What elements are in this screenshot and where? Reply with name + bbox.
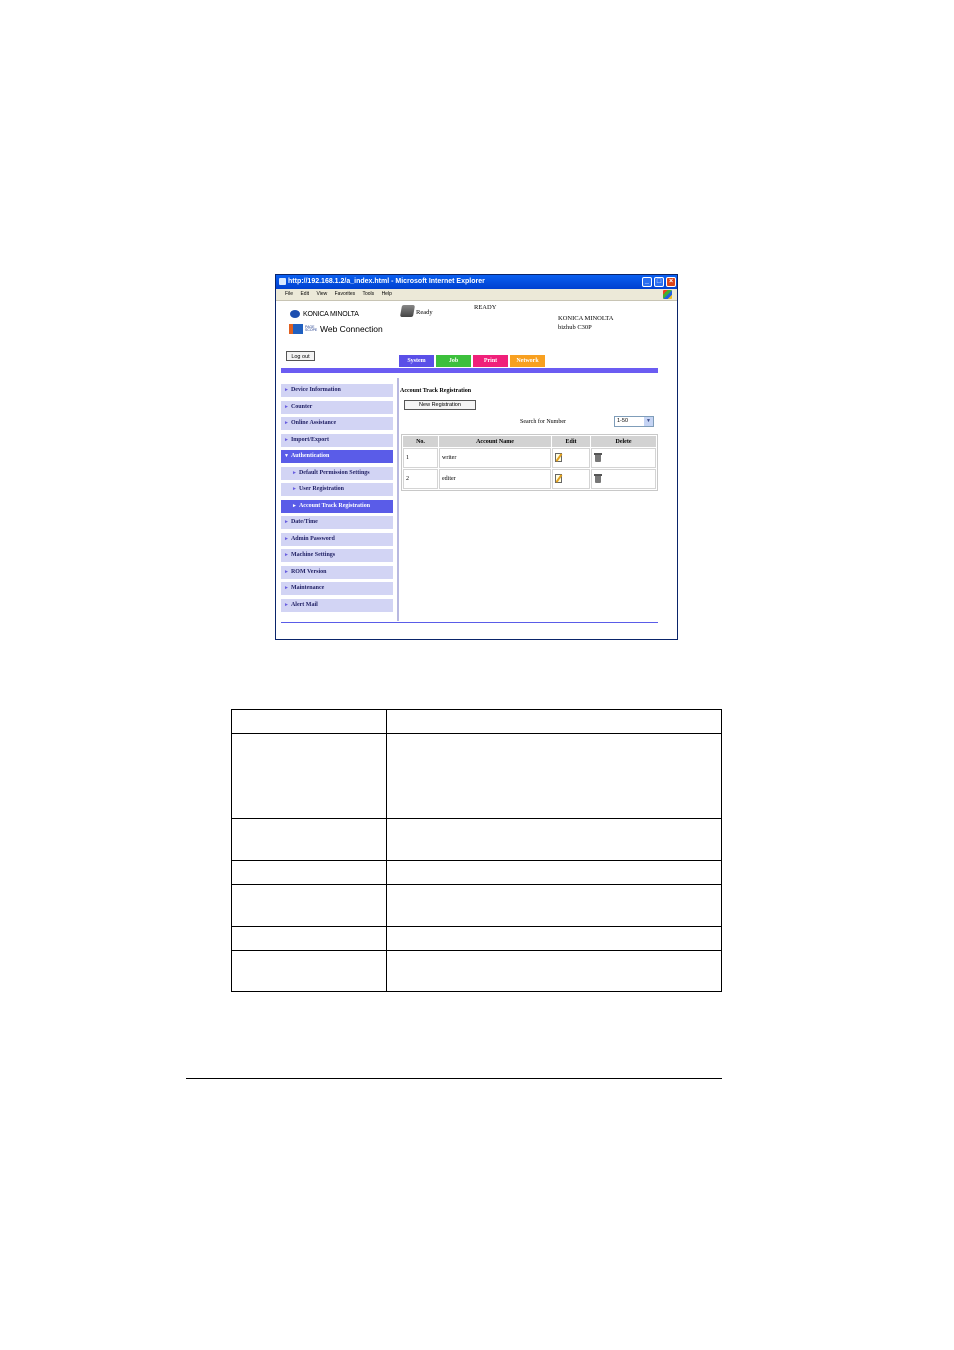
sidebar-item-label: Account Track Registration <box>298 502 371 509</box>
tab-job[interactable]: Job <box>436 355 471 367</box>
triangle-right-icon: ► <box>284 536 289 542</box>
triangle-right-icon: ► <box>284 437 289 443</box>
cell-no: 2 <box>403 469 438 489</box>
status-ready: Ready <box>416 309 433 316</box>
triangle-down-icon: ▼ <box>284 454 289 459</box>
sidebar-item-import-export[interactable] <box>281 434 393 447</box>
page-footer-rule <box>186 1078 722 1079</box>
tab-system[interactable]: System <box>399 355 434 367</box>
logout-button[interactable]: Log out <box>286 351 315 361</box>
search-label: Search for Number <box>520 419 566 425</box>
doc-cell <box>232 951 387 992</box>
minimize-button[interactable]: _ <box>642 277 652 287</box>
cell-no: 1 <box>403 448 438 468</box>
cell-delete <box>591 469 656 489</box>
table-header-row <box>403 436 656 447</box>
menu-view[interactable]: View <box>316 291 328 297</box>
edit-icon[interactable] <box>555 474 562 483</box>
cell-delete <box>591 448 656 468</box>
close-button[interactable]: × <box>666 277 676 287</box>
web-page <box>276 301 677 639</box>
table-row <box>403 448 656 468</box>
footer-divider <box>281 622 658 623</box>
sidebar-item-account-track-registration[interactable] <box>281 500 393 513</box>
sidebar-item-label: Import/Export <box>290 436 329 443</box>
sidebar-item-label: Maintenance <box>290 585 325 591</box>
search-number-select[interactable] <box>614 416 654 427</box>
ie-icon <box>279 278 286 285</box>
cell-account-name: editer <box>439 469 551 489</box>
search-select-value: 1-50 <box>617 418 629 424</box>
sidebar-item-alert-mail[interactable] <box>281 599 393 612</box>
triangle-right-icon: ► <box>292 503 297 509</box>
edit-icon[interactable] <box>555 453 562 462</box>
pagescope-text: PAGE SCOPE <box>305 324 318 332</box>
doc-cell <box>387 710 722 734</box>
cell-edit <box>552 469 590 489</box>
trash-icon[interactable] <box>594 453 602 462</box>
doc-cell <box>232 861 387 885</box>
sidebar-item-authentication[interactable] <box>281 450 393 463</box>
maximize-button[interactable]: □ <box>654 277 664 287</box>
doc-cell <box>232 927 387 951</box>
sidebar-item-machine-settings[interactable] <box>281 549 393 562</box>
sidebar-item-label: Default Permission Settings <box>298 469 370 476</box>
sidebar-item-online-assistance[interactable] <box>281 417 393 430</box>
doc-table-row <box>232 819 722 861</box>
cell-edit <box>552 448 590 468</box>
doc-cell <box>232 885 387 927</box>
doc-cell <box>387 819 722 861</box>
doc-cell <box>387 861 722 885</box>
doc-cell <box>387 927 722 951</box>
brand-logo-text: KONICA MINOLTA <box>303 310 359 318</box>
menu-help[interactable]: Help <box>381 291 392 297</box>
column-header-account-name: Account Name <box>439 436 551 447</box>
page-title: Account Track Registration <box>400 388 472 394</box>
column-header-no: No. <box>403 436 438 447</box>
sidebar-item-label: Authentication <box>290 453 330 459</box>
konica-globe-icon <box>290 310 300 318</box>
tab-print[interactable]: Print <box>473 355 508 367</box>
device-model: bizhub C30P <box>558 324 592 331</box>
sidebar-item-label: Admin Password <box>290 535 335 542</box>
window-title: http://192.168.1.2/a_index.html - Microsoft Internet Explorer <box>288 278 485 285</box>
sidebar-item-label: Device Information <box>290 387 341 393</box>
tab-network[interactable]: Network <box>510 355 545 367</box>
trash-icon[interactable] <box>594 474 602 483</box>
triangle-right-icon: ► <box>284 569 289 575</box>
chevron-down-icon[interactable]: ▼ <box>644 417 653 426</box>
triangle-right-icon: ► <box>284 586 289 591</box>
column-header-delete: Delete <box>591 436 656 447</box>
browser-window <box>275 274 678 640</box>
sidebar-item-label: Counter <box>290 403 313 410</box>
sidebar-item-label: User Registration <box>298 486 344 492</box>
sidebar-item-user-registration[interactable] <box>281 483 393 496</box>
doc-table-row <box>232 927 722 951</box>
status-display: READY <box>474 304 497 311</box>
doc-cell <box>387 734 722 819</box>
menu-tools[interactable]: Tools <box>362 291 375 297</box>
menu-file[interactable]: File <box>285 291 294 297</box>
doc-cell <box>232 710 387 734</box>
new-registration-button[interactable]: New Registration <box>404 400 476 410</box>
triangle-right-icon: ► <box>292 487 297 492</box>
windows-logo-icon <box>663 290 672 299</box>
device-brand: KONICA MINOLTA <box>558 315 614 322</box>
column-header-edit: Edit <box>552 436 590 447</box>
doc-table-row <box>232 885 722 927</box>
triangle-right-icon: ► <box>284 520 289 525</box>
doc-table-row <box>232 951 722 992</box>
konica-minolta-logo <box>290 309 359 319</box>
triangle-right-icon: ► <box>284 553 289 558</box>
triangle-right-icon: ► <box>284 388 289 393</box>
table-row <box>403 469 656 489</box>
doc-cell <box>387 951 722 992</box>
sidebar-divider <box>397 378 399 621</box>
sidebar-item-label: Date/Time <box>290 519 318 525</box>
doc-cell <box>232 819 387 861</box>
printer-icon <box>400 305 415 317</box>
sidebar-item-maintenance[interactable] <box>281 582 393 595</box>
pagescope-icon <box>289 324 303 334</box>
doc-table-row <box>232 861 722 885</box>
doc-cell <box>387 885 722 927</box>
doc-table-row <box>232 710 722 734</box>
menu-bar <box>276 289 677 301</box>
sidebar-item-label: Machine Settings <box>290 552 336 558</box>
sidebar-item-counter[interactable] <box>281 401 393 414</box>
triangle-right-icon: ► <box>292 470 297 476</box>
header-divider <box>281 368 658 373</box>
triangle-right-icon: ► <box>284 421 289 426</box>
sidebar-item-admin-password[interactable] <box>281 533 393 546</box>
cell-account-name: writer <box>439 448 551 468</box>
sidebar-item-label: ROM Version <box>290 568 327 575</box>
sidebar-item-rom-version[interactable] <box>281 566 393 579</box>
web-connection-title: Web Connection <box>320 324 383 334</box>
doc-table-row <box>232 734 722 819</box>
sidebar-item-date-time[interactable] <box>281 516 393 529</box>
sidebar-item-label: Online Assistance <box>290 420 337 426</box>
account-table <box>401 434 658 491</box>
pagescope-logo <box>289 324 383 334</box>
triangle-right-icon: ► <box>284 404 289 410</box>
document-table <box>231 709 722 992</box>
sidebar-item-default-permission-settings[interactable] <box>281 467 393 480</box>
doc-cell <box>232 734 387 819</box>
menu-favorites[interactable]: Favorites <box>334 291 356 297</box>
sidebar-item-label: Alert Mail <box>290 601 318 608</box>
title-bar <box>276 275 677 289</box>
triangle-right-icon: ► <box>284 602 289 608</box>
sidebar-item-device-information[interactable] <box>281 384 393 397</box>
menu-edit[interactable]: Edit <box>300 291 310 297</box>
